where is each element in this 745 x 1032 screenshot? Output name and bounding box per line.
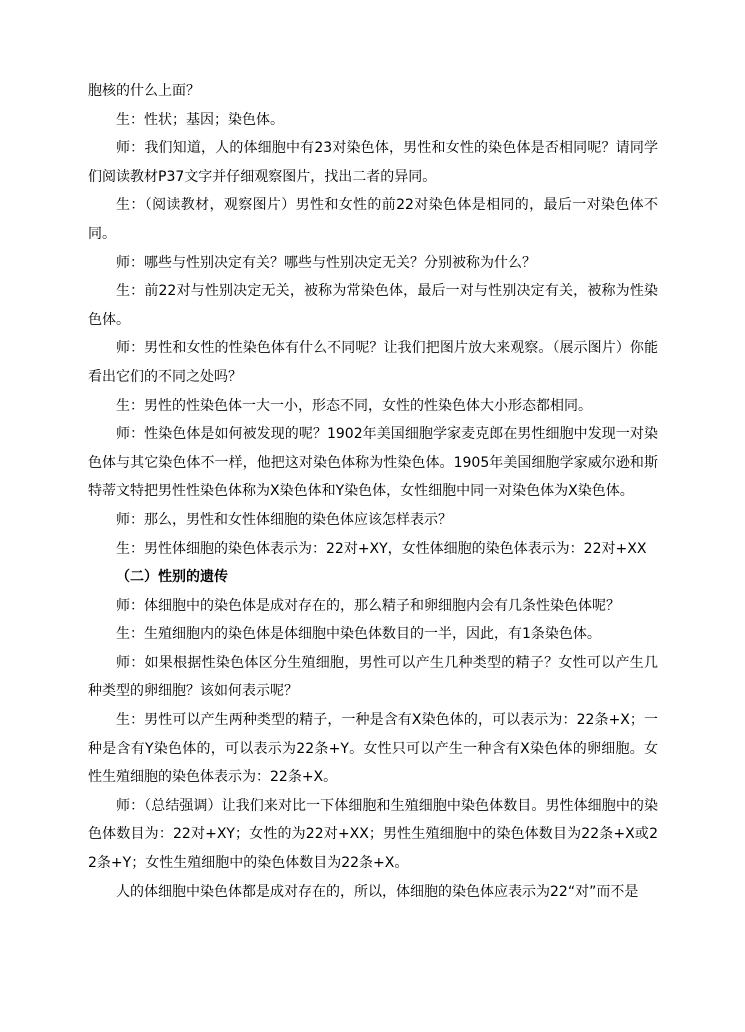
paragraph-14: 师：如果根据性染色体区分生殖细胞，男性可以产生几种类型的精子？女性可以产生几种类型的卵细胞？该如何表示呢？ <box>88 654 658 700</box>
paragraph-10: 师：那么，男性和女性体细胞的染色体应该怎样表示？ <box>116 511 452 528</box>
paragraph-17: 人的体细胞中染色体都是成对存在的，所以，体细胞的染色体应表示为22“对”而不是 <box>116 883 639 900</box>
paragraph-12: 师：体细胞中的染色体是成对存在的，那么精子和卵细胞内会有几条性染色体呢？ <box>116 597 620 614</box>
paragraph-16: 师：（总结强调）让我们来对比一下体细胞和生殖细胞中染色体数目。男性体细胞中的染色体数目为：22对+XY；女性的为22对+XX；男性生殖细胞中的染色体数目为22条+X或22条+Y；女性生殖细胞中的染色体数目为22条+X。 <box>88 797 658 872</box>
paragraph-3: 师：我们知道，人的体细胞中有23对染色体，男性和女性的染色体是否相同呢？请同学们阅读教材P37文字并仔细观察图片，找出二者的异同。 <box>88 140 658 185</box>
section-heading: （二）性别的遗传 <box>116 569 228 586</box>
paragraph-5: 师：哪些与性别决定有关？哪些与性别决定无关？分别被称为什么？ <box>116 254 536 271</box>
paragraph-9: 师：性染色体是如何被发现的呢？1902年美国细胞学家麦克郎在男性细胞中发现一对染色体与其它染色体不一样，他把这对染色体称为性染色体。1905年美国细胞学家威尔逊和斯特蒂文特把男性性染色体称为X染色体和Y染色体，女性细胞中同一对染色体为X染色体。 <box>88 426 658 500</box>
paragraph-4: 生：（阅读教材，观察图片）男性和女性的前22对染色体是相同的，最后一对染色体不同。 <box>88 197 658 242</box>
paragraph-15: 生：男性可以产生两种类型的精子，一种是含有X染色体的，可以表示为：22条+X；一种是含有Y染色体的，可以表示为22条+Y。女性只可以产生一种含有X染色体的卵细胞。女性生殖细胞的染色体表示为：22条+X。 <box>88 712 658 786</box>
paragraph-6: 生：前22对与性别决定无关，被称为常染色体，最后一对与性别决定有关，被称为性染色体。 <box>88 283 658 328</box>
document-body <box>88 77 658 906</box>
paragraph-7: 师：男性和女性的性染色体有什么不同呢？让我们把图片放大来观察。（展示图片）你能看出它们的不同之处吗？ <box>88 340 658 385</box>
paragraph-1: 胞核的什么上面？ <box>88 83 200 99</box>
paragraph-2: 生：性状；基因；染色体。 <box>116 111 284 128</box>
paragraph-13: 生：生殖细胞内的染色体是体细胞中染色体数目的一半，因此，有1条染色体。 <box>116 626 601 643</box>
paragraph-8: 生：男性的性染色体一大一小，形态不同，女性的性染色体大小形态都相同。 <box>116 397 592 414</box>
paragraph-11: 生：男性体细胞的染色体表示为：22对+XY，女性体细胞的染色体表示为：22对+XX <box>116 540 647 557</box>
